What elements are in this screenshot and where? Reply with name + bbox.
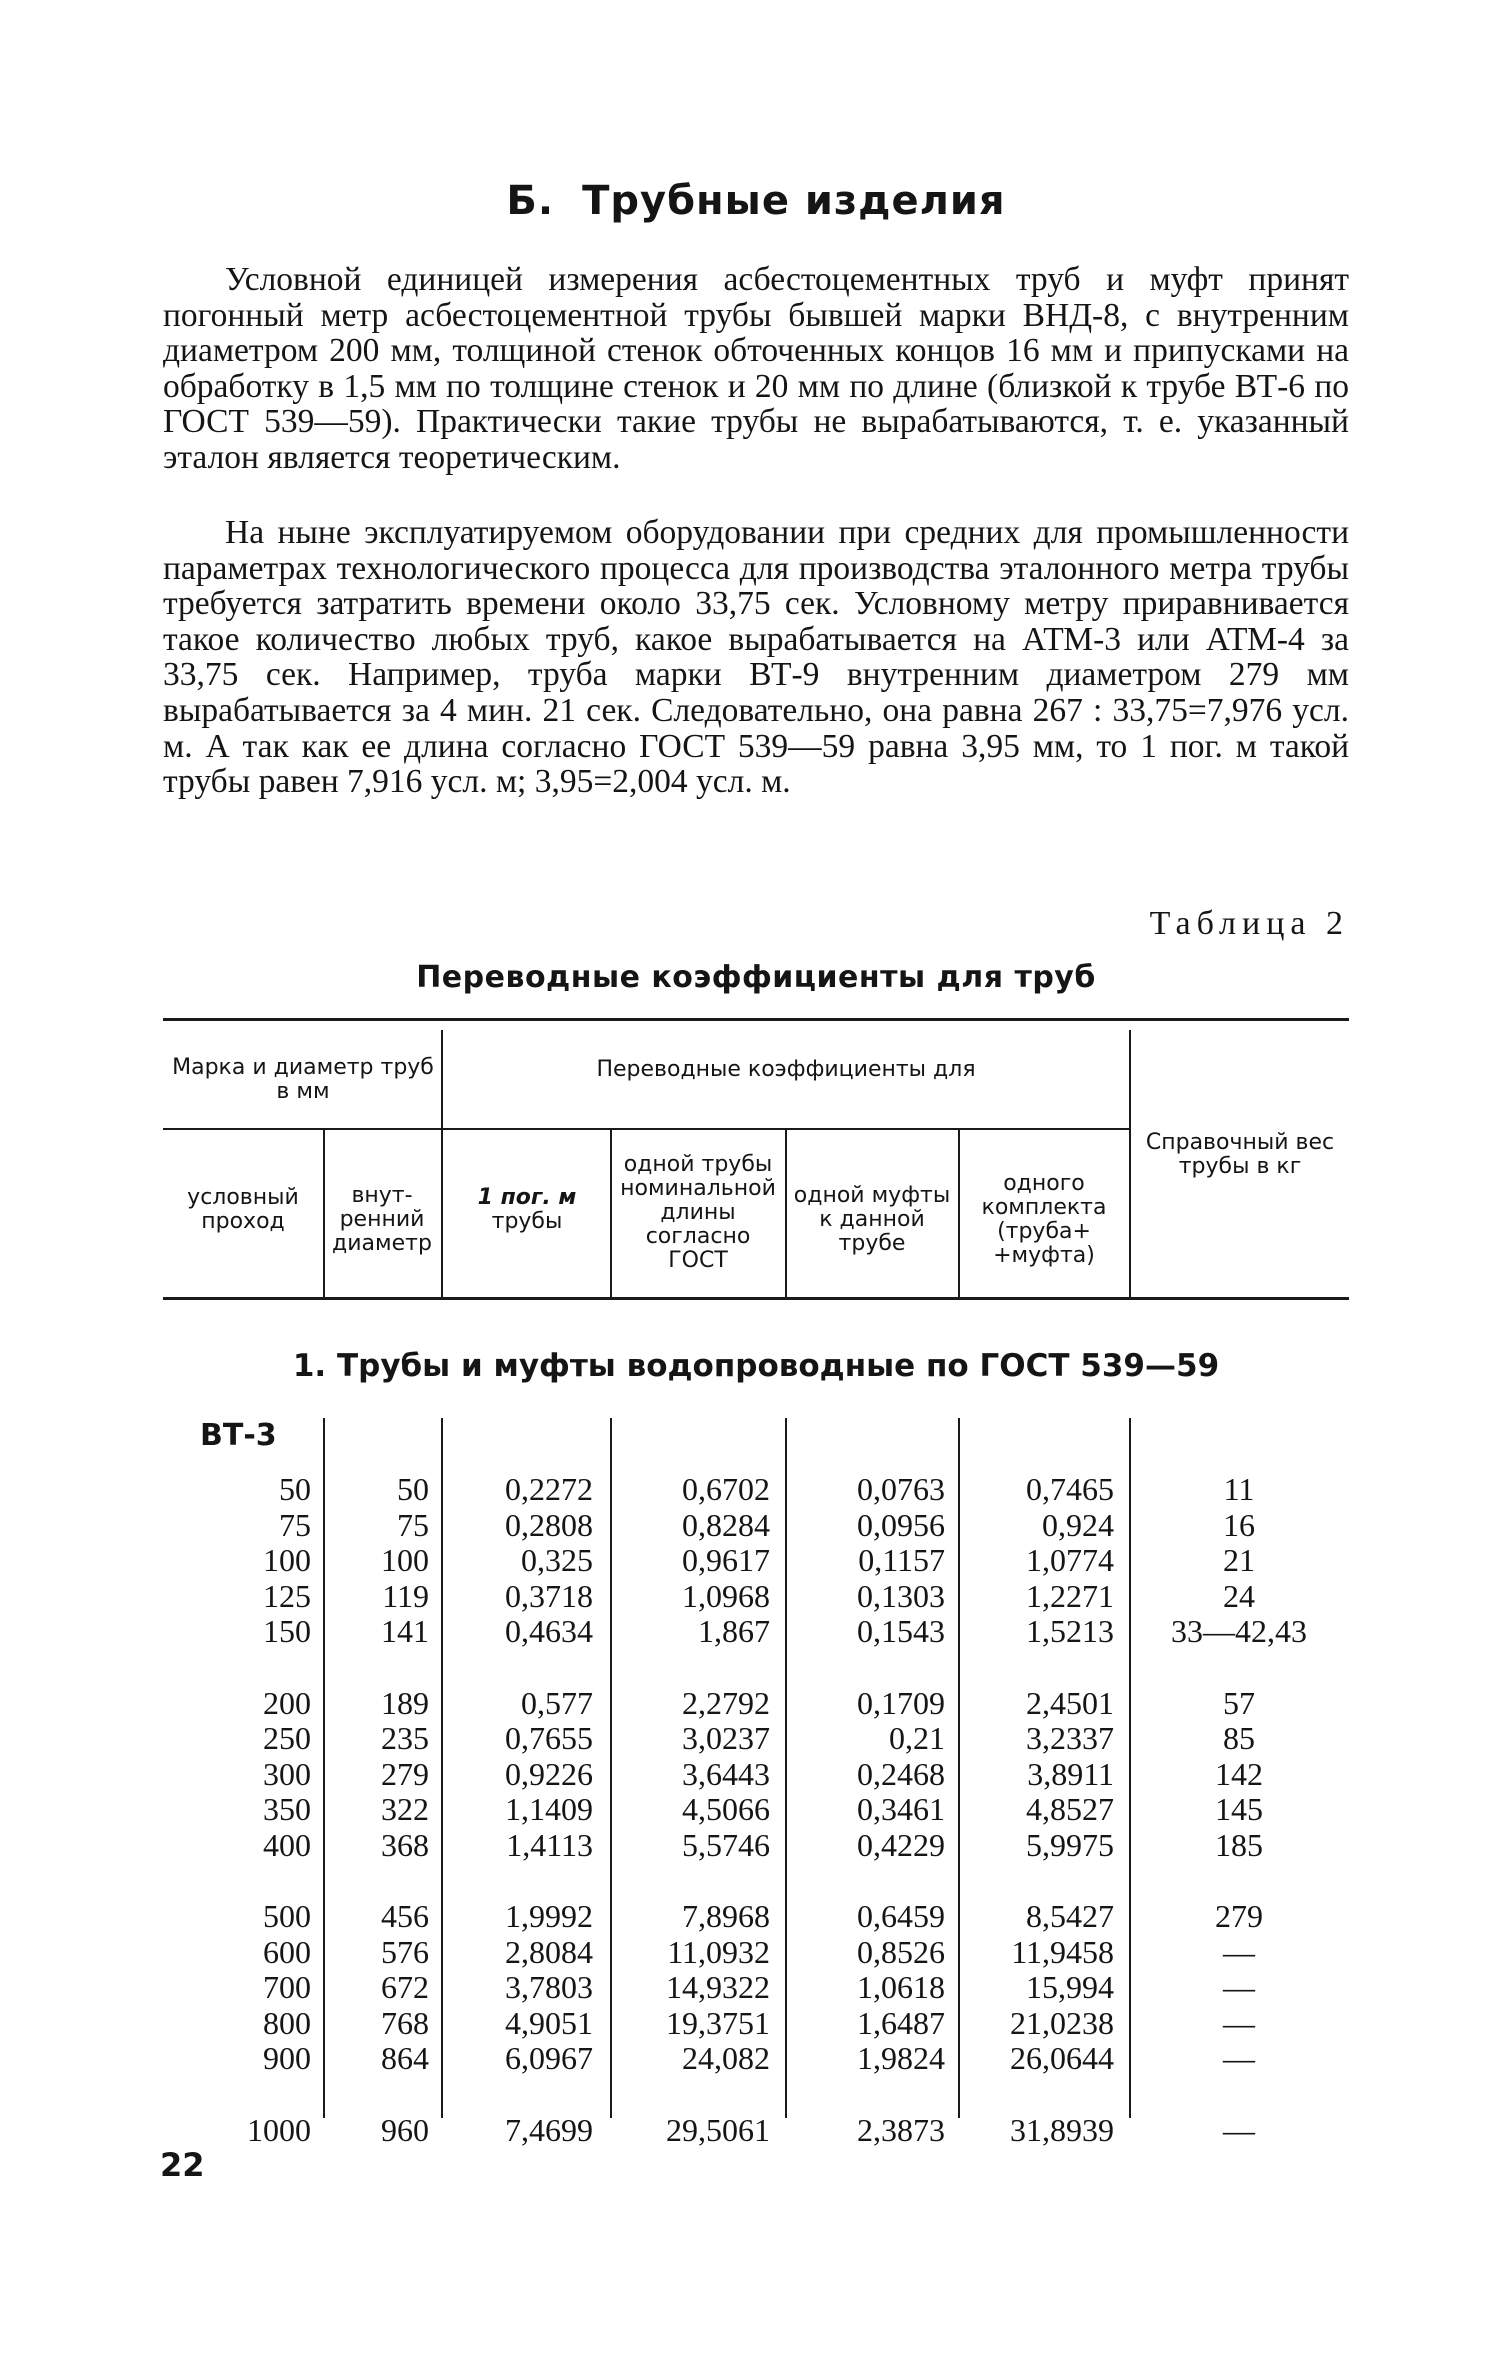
table-cell: 1,6487 <box>857 2004 945 2041</box>
table-cell: 0,2468 <box>857 1755 945 1792</box>
header-vline-1 <box>441 1030 443 1297</box>
table-cell: 11,0932 <box>667 1933 770 1970</box>
header-cond: условный проход <box>187 1185 299 1234</box>
paragraph-1: Условной единицей измерения асбестоцементных труб и муфт принят погонный метр асбестоцементной трубы бывшей марки ВНД-8, с внутренним диаметром 200 мм, толщиной стенок обточенных концов 16 мм и припусками на обработку в 1,5 мм по толщине стенок и 20 мм по длине (близкой к трубе ВТ-6 по ГОСТ 539—59). Практически такие трубы не вырабатываются, т. е. указанный эталон является теоретическим. <box>163 261 1349 476</box>
table-cell: 0,3461 <box>857 1791 945 1827</box>
table-cell: 1,4113 <box>506 1826 593 1863</box>
table-cell: — <box>1223 2111 1255 2148</box>
table-cell: 50 <box>279 1471 311 1507</box>
group-title: 1. Трубы и муфты водопроводные по ГОСТ 539—59 <box>292 1348 1220 1384</box>
table-cell: 800 <box>263 2004 311 2041</box>
table-cell: 1,867 <box>698 1613 770 1649</box>
header-per-m-text: трубы <box>491 1209 563 1234</box>
table-cell: 2,4501 <box>1026 1684 1114 1721</box>
table-cell: 300 <box>263 1755 311 1792</box>
table-cell: 0,21 <box>889 1720 945 1756</box>
table-cell: 50 <box>397 1471 429 1507</box>
table-cell: 2,8084 <box>505 1933 593 1970</box>
table-cell: 0,1157 <box>858 1542 945 1578</box>
table-cell: 19,3751 <box>666 2004 770 2041</box>
section-title <box>0 178 1512 224</box>
table-cell: 0,577 <box>521 1684 593 1721</box>
table-cell: 1,0618 <box>857 1969 945 2005</box>
table-cell: — <box>1223 1969 1255 2005</box>
table-cell: 500 <box>263 1898 311 1934</box>
table-cell: 0,1709 <box>857 1684 945 1721</box>
table-cell: 0,4634 <box>505 1613 593 1649</box>
table-cell: 0,0956 <box>857 1506 945 1543</box>
table-cell: 119 <box>382 1577 429 1614</box>
header-per-m-unit: 1 пог. м <box>477 1185 577 1210</box>
table-cell: 400 <box>263 1826 311 1863</box>
table-cell: 3,2337 <box>1026 1720 1114 1756</box>
table-cell: 141 <box>381 1613 429 1649</box>
table-cell: 4,8527 <box>1026 1791 1114 1827</box>
table-cell: 125 <box>263 1577 311 1614</box>
table-cell: 26,0644 <box>1010 2040 1114 2076</box>
table-cell: 5,9975 <box>1026 1826 1114 1863</box>
table-cell: 235 <box>381 1720 429 1756</box>
table-cell: 1000 <box>247 2111 311 2148</box>
table-cell: — <box>1223 2040 1255 2076</box>
header-per-m <box>446 1150 608 1270</box>
table-cell: 960 <box>381 2111 429 2148</box>
table-cell: 7,4699 <box>505 2111 593 2148</box>
header-vline-5 <box>785 1130 787 1297</box>
table-cell: 142 <box>1215 1755 1263 1792</box>
table-cell: 16 <box>1223 1506 1255 1543</box>
header-inner: внут-ренний диаметр <box>332 1183 432 1256</box>
table-cell: — <box>1223 2004 1255 2041</box>
table-cell: 3,6443 <box>682 1755 770 1792</box>
table-cell: 0,7465 <box>1026 1471 1114 1507</box>
table-cell: 6,0967 <box>505 2040 593 2076</box>
table-cell: 8,5427 <box>1026 1898 1114 1934</box>
table-cell: 24 <box>1223 1577 1255 1614</box>
paragraph-2: На ныне эксплуатируемом оборудовании при средних для промышленности параметрах технологического процесса для производства эталонного метра трубы требуется затратить времени около 33,75 сек. Условному метру приравнивается такое количество любых труб, какое вырабатывается на АТМ-3 или АТМ-4 за 33,75 сек. Например, труба марки ВТ-9 внутренним диаметром 279 мм вырабатывается за 4 мин. 21 сек. Следовательно, она равна 267 : 33,75=7,976 усл. м. А так как ее длина согласно ГОСТ 539—59 равна 3,95 мм, то 1 пог. м такой трубы равен 7,916 усл. м; 3,95=2,004 усл. м. <box>163 514 1349 801</box>
table-cell: 200 <box>263 1684 311 1721</box>
table-cell: 1,0774 <box>1026 1542 1114 1578</box>
header-weight: Справочный вес трубы в кг <box>1145 1130 1335 1179</box>
table-cell: 1,9992 <box>505 1898 593 1934</box>
table-cell: 31,8939 <box>1010 2111 1114 2148</box>
header-bottom-rule <box>163 1297 1349 1300</box>
table-cell: 7,8968 <box>682 1898 770 1934</box>
table-cell: 1,9824 <box>857 2040 945 2076</box>
table-cell: 864 <box>381 2040 429 2076</box>
header-vline-4 <box>610 1130 612 1297</box>
table-cell: 600 <box>263 1933 311 1970</box>
table-cell: 0,0763 <box>857 1471 945 1507</box>
table-cell: 21,0238 <box>1010 2004 1114 2041</box>
table-cell: 185 <box>1215 1826 1263 1863</box>
table-cell: 4,9051 <box>505 2004 593 2041</box>
table-label: Таблица 2 <box>1149 905 1349 942</box>
table-cell: 322 <box>381 1791 429 1827</box>
table-cell: 85 <box>1223 1720 1255 1756</box>
table-cell: 279 <box>381 1755 429 1792</box>
table-cell: 900 <box>263 2040 311 2076</box>
table-cell: 279 <box>1215 1898 1263 1934</box>
table-cell: 2,3873 <box>857 2111 945 2148</box>
header-vline-2 <box>1129 1030 1131 1297</box>
table-cell: 0,2808 <box>505 1506 593 1543</box>
table-cell: 0,9226 <box>505 1755 593 1792</box>
table-cell: 0,325 <box>521 1542 593 1578</box>
page-number: 22 <box>160 2146 205 2184</box>
table-cell: 0,7655 <box>505 1720 593 1756</box>
table-cell: 0,1543 <box>857 1613 945 1649</box>
table-cell: 75 <box>397 1506 429 1543</box>
table-cell: 3,7803 <box>505 1969 593 2005</box>
table-cell: 4,5066 <box>682 1791 770 1827</box>
header-top-rule <box>163 1018 1349 1021</box>
table-cell: 5,5746 <box>682 1826 770 1863</box>
table-cell: 0,1303 <box>857 1577 945 1614</box>
table-cell: 57 <box>1223 1684 1255 1721</box>
table-cell: 21 <box>1223 1542 1255 1578</box>
header-vline-3 <box>323 1130 325 1297</box>
table-cell: 576 <box>381 1933 429 1970</box>
table-cell: 3,8911 <box>1027 1755 1114 1792</box>
table-cell: 189 <box>381 1684 429 1721</box>
table-cell: 1,1409 <box>505 1791 593 1827</box>
table-cell: 24,082 <box>682 2040 770 2076</box>
table-cell: 0,9617 <box>682 1542 770 1578</box>
table-cell: 14,9322 <box>666 1969 770 2005</box>
header-mark-group: Марка и диаметр труб в мм <box>172 1055 434 1104</box>
header-nominal: одной трубы номинальной длины согласно ГОСТ <box>620 1151 776 1273</box>
table-cell: 672 <box>381 1969 429 2005</box>
header-set: одного комплекта (труба+ +муфта) <box>981 1171 1107 1268</box>
series-label: ВТ-3 <box>200 1418 277 1453</box>
section-letter: Б. <box>506 178 555 224</box>
header-coupling: одной муфты к данной трубе <box>793 1183 951 1256</box>
table-caption: Переводные коэффициенты для труб <box>416 960 1096 995</box>
table-cell: 250 <box>263 1720 311 1756</box>
table-cell: 150 <box>263 1613 311 1649</box>
table-cell: 1,2271 <box>1026 1577 1114 1614</box>
table-cell: 100 <box>263 1542 311 1578</box>
table-cell: 0,924 <box>1042 1506 1114 1543</box>
table-cell: 75 <box>279 1506 311 1543</box>
table-cell: 700 <box>263 1969 311 2005</box>
table-cell: 768 <box>381 2004 429 2041</box>
table-cell: 3,0237 <box>682 1720 770 1756</box>
table-cell: 145 <box>1215 1791 1263 1827</box>
table-cell: 0,8284 <box>682 1506 770 1543</box>
table-cell: 0,8526 <box>857 1933 945 1970</box>
table-cell: 0,6702 <box>682 1471 770 1507</box>
table-cell: 1,5213 <box>1026 1613 1114 1649</box>
table-cell: 0,3718 <box>505 1577 593 1614</box>
table-cell: 15,994 <box>1026 1969 1114 2005</box>
table-cell: 0,4229 <box>857 1826 945 1863</box>
section-title-text: Трубные изделия <box>582 178 1006 224</box>
header-vline-6 <box>958 1130 960 1297</box>
table-cell: 2,2792 <box>682 1684 770 1721</box>
table-cell: 100 <box>381 1542 429 1578</box>
table-cell: 0,2272 <box>505 1471 593 1507</box>
table-cell: 11,9458 <box>1011 1933 1114 1970</box>
table-cell: 0,6459 <box>857 1898 945 1934</box>
table-cell: 456 <box>381 1898 429 1934</box>
header-coef-group: Переводные коэффициенты для <box>596 1057 976 1082</box>
table-cell: — <box>1223 1933 1255 1970</box>
table-cell: 33—42,43 <box>1171 1613 1307 1649</box>
table-cell: 350 <box>263 1791 311 1827</box>
table-cell: 368 <box>381 1826 429 1863</box>
table-cell: 29,5061 <box>666 2111 770 2148</box>
table-cell: 11 <box>1223 1471 1255 1507</box>
table-cell: 1,0968 <box>682 1577 770 1614</box>
